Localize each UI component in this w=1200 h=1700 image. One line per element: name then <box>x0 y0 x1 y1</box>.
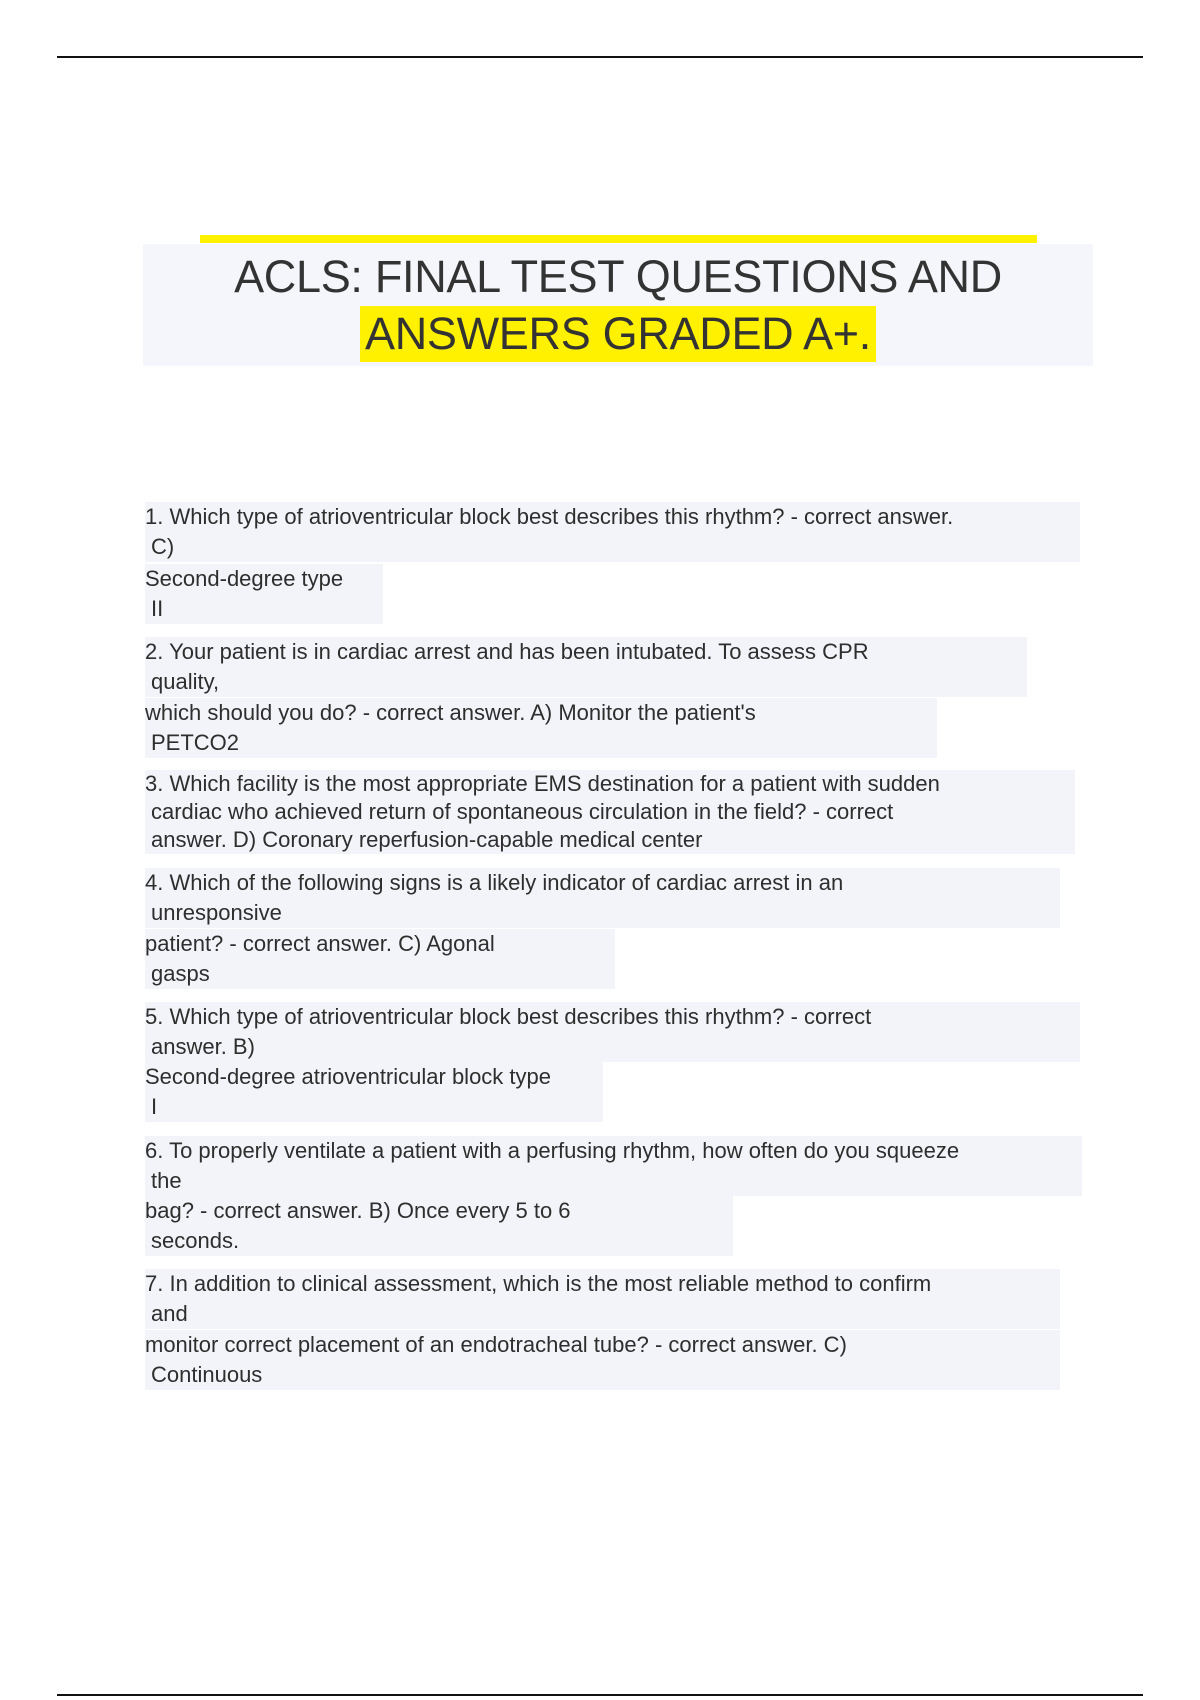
question-text: 4. Which of the following signs is a likely indicator of cardiac arrest in an <box>145 868 1060 898</box>
answer-6 <box>145 1196 733 1256</box>
answer-7 <box>145 1330 1060 1390</box>
question-text: cardiac who achieved return of spontaneous circulation in the field? - correct <box>145 798 1075 826</box>
answer-text: which should you do? - correct answer. A) Monitor the patient's <box>145 698 937 728</box>
answer-5 <box>145 1062 603 1122</box>
document-title-line1: ACLS: FINAL TEST QUESTIONS AND <box>234 251 1002 302</box>
question-text: 7. In addition to clinical assessment, which is the most reliable method to confirm <box>145 1269 1060 1299</box>
answer-text: II <box>145 594 383 624</box>
footer-rule <box>57 1694 1143 1696</box>
answer-text: PETCO2 <box>145 728 937 758</box>
question-text: 5. Which type of atrioventricular block best describes this rhythm? - correct <box>145 1002 1080 1032</box>
answer-4 <box>145 929 615 989</box>
question-text: C) <box>145 532 1080 562</box>
answer-text: Second-degree atrioventricular block type <box>145 1062 603 1092</box>
answer-text: bag? - correct answer. B) Once every 5 to 6 <box>145 1196 733 1226</box>
question-text: 1. Which type of atrioventricular block best describes this rhythm? - correct answer. <box>145 502 1080 532</box>
question-4 <box>145 868 1060 928</box>
question-text: 3. Which facility is the most appropriate EMS destination for a patient with sudden <box>145 770 1075 798</box>
question-text: and <box>145 1299 1060 1329</box>
question-6 <box>145 1136 1082 1196</box>
question-5 <box>145 1002 1080 1062</box>
answer-text: I <box>145 1092 603 1122</box>
question-text: unresponsive <box>145 898 1060 928</box>
question-7 <box>145 1269 1060 1329</box>
question-3 <box>145 770 1075 854</box>
answer-text: monitor correct placement of an endotracheal tube? - correct answer. C) <box>145 1330 1060 1360</box>
question-text: the <box>145 1166 1082 1196</box>
answer-2 <box>145 698 937 758</box>
title-highlight-bar <box>200 235 1037 243</box>
answer-text: Continuous <box>145 1360 1060 1390</box>
question-1 <box>145 502 1080 562</box>
question-text: answer. B) <box>145 1032 1080 1062</box>
answer-text: gasps <box>145 959 615 989</box>
document-title-line2: ANSWERS GRADED A+. <box>360 306 876 362</box>
question-2 <box>145 637 1027 697</box>
question-text: 6. To properly ventilate a patient with a perfusing rhythm, how often do you squeeze <box>145 1136 1082 1166</box>
question-text: 2. Your patient is in cardiac arrest and has been intubated. To assess CPR <box>145 637 1027 667</box>
document-title-block <box>143 244 1093 366</box>
header-rule <box>57 56 1143 58</box>
answer-text: answer. D) Coronary reperfusion-capable medical center <box>145 826 1075 854</box>
answer-1 <box>145 564 383 624</box>
answer-text: seconds. <box>145 1226 733 1256</box>
question-text: quality, <box>145 667 1027 697</box>
answer-text: Second-degree type <box>145 564 383 594</box>
answer-text: patient? - correct answer. C) Agonal <box>145 929 615 959</box>
